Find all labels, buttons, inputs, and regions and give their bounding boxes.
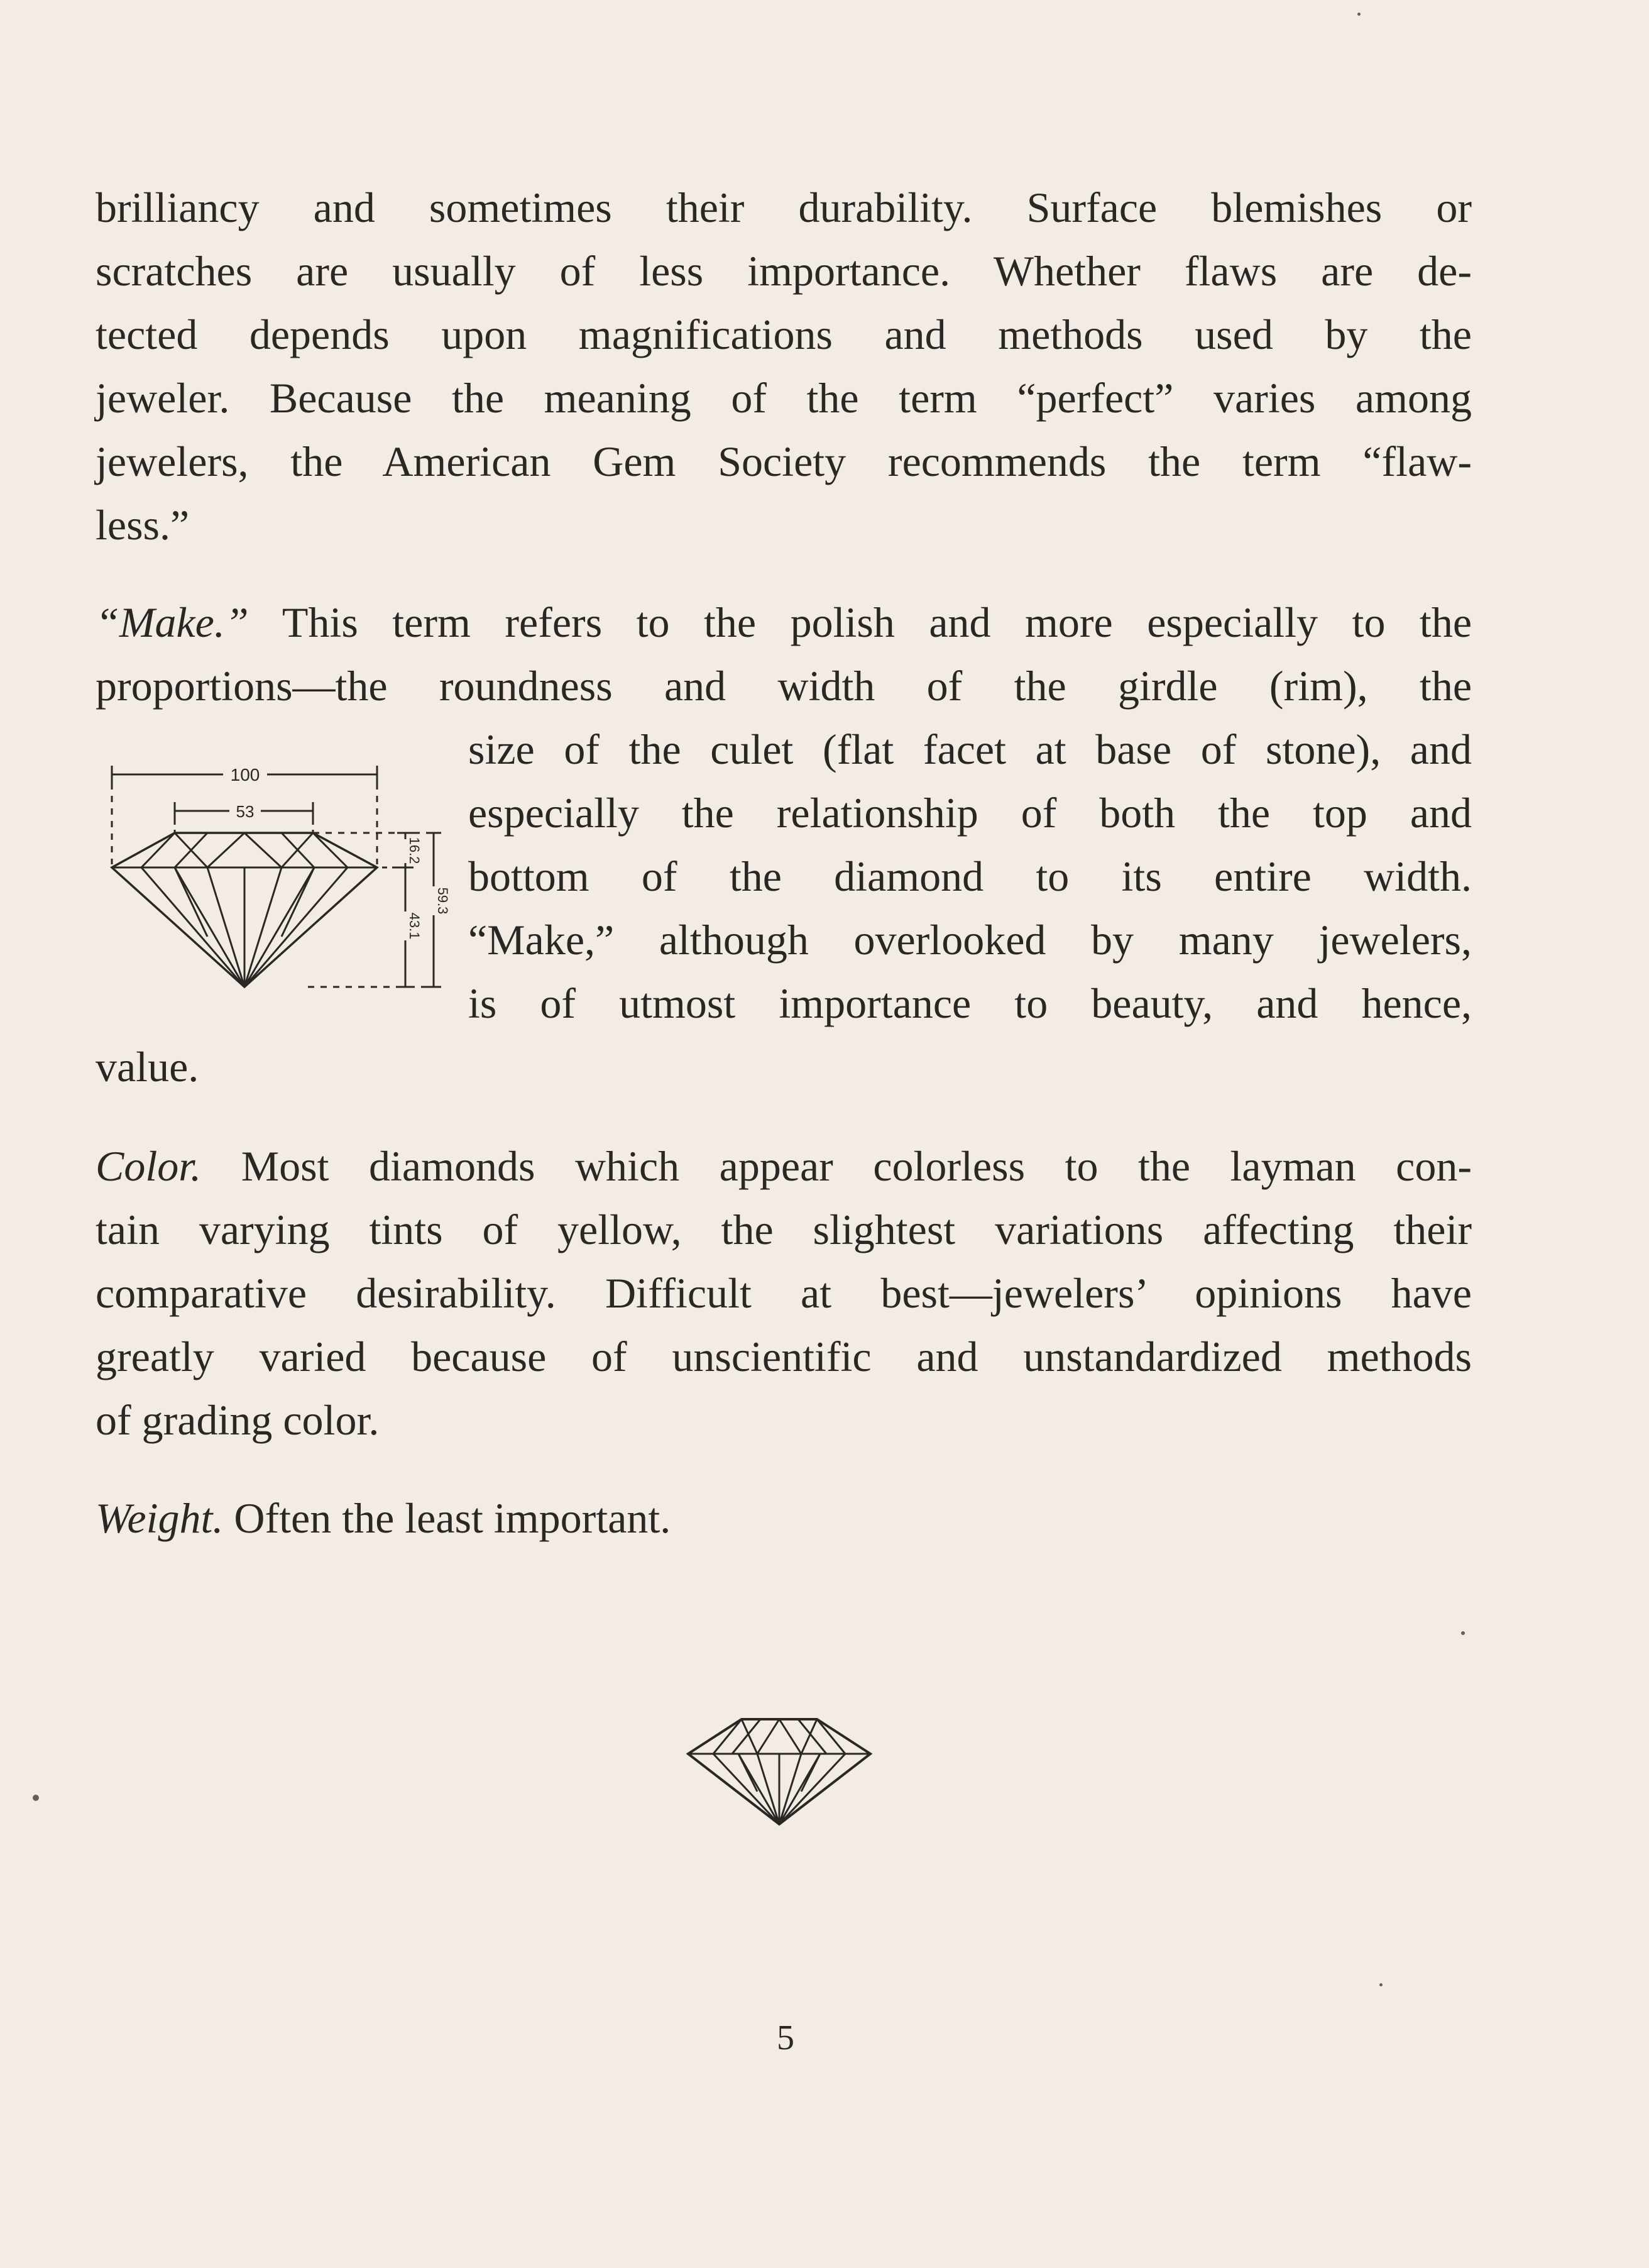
text-line: tain varying tints of yellow, the slightest variations affecting their [96,1206,1472,1253]
paragraph-make-tail: value. [96,1043,199,1091]
text-line: is of utmost importance to beauty, and hence, [468,979,1472,1027]
diamond-proportions-diagram [101,748,452,1012]
text-line [96,591,1472,654]
text-line: size of the culet (flat facet at base of stone), and [468,725,1472,773]
text-line: proportions—the roundness and width of the girdle (rim), the [96,662,1472,710]
text-line [96,1487,1472,1550]
text-line: bottom of the diamond to its entire width. [468,852,1472,900]
text-line: jeweler. Because the meaning of the term “perfect” varies among [96,374,1472,422]
text-line: jewelers, the American Gem Society recommends the term “flaw- [96,438,1472,485]
text-line: scratches are usually of less importance. Whether flaws are de- [96,247,1472,295]
paragraph-weight [96,1487,1472,1550]
label-total: 59.3 [435,887,451,915]
text-line: of grading color. [96,1396,380,1444]
term-make: “Make.” [96,598,249,646]
label-width: 100 [230,765,260,784]
diamond-ornament-icon [682,1710,877,1829]
paragraph-flaws [96,176,1472,557]
text-fragment: This term refers to the polish and more especially to the [248,598,1472,646]
label-pavilion: 43.1 [407,912,422,940]
text-line: “Make,” although overlooked by many jewelers, [468,916,1472,964]
paragraph-make [96,591,1472,718]
text-line: especially the relationship of both the top and [468,789,1472,837]
page-number: 5 [777,2018,794,2057]
text-line: greatly varied because of unscientific and unstandardized methods [96,1333,1472,1380]
text-line: tected depends upon magnifications and methods used by the [96,311,1472,358]
paper-fleck [33,1795,39,1801]
term-weight: Weight. [96,1494,224,1542]
text-line: comparative desirability. Difficult at best—jewelers’ opinions have [96,1269,1472,1317]
paper-fleck [1357,13,1361,16]
paragraph-make-wrapped [468,718,1472,1035]
term-color: Color. [96,1142,202,1190]
label-crown: 16.2 [407,837,422,864]
text-fragment: Often the least important. [223,1494,671,1542]
paper-fleck [1461,1631,1465,1635]
text-line: less.” [96,501,190,549]
paper-fleck [1379,1983,1383,1986]
label-table: 53 [236,802,255,821]
text-line: brilliancy and sometimes their durability. Surface blemishes or [96,184,1472,231]
text-fragment: Most diamonds which appear colorless to the layman con- [201,1142,1472,1190]
paragraph-color [96,1135,1472,1452]
text-line [96,1135,1472,1198]
